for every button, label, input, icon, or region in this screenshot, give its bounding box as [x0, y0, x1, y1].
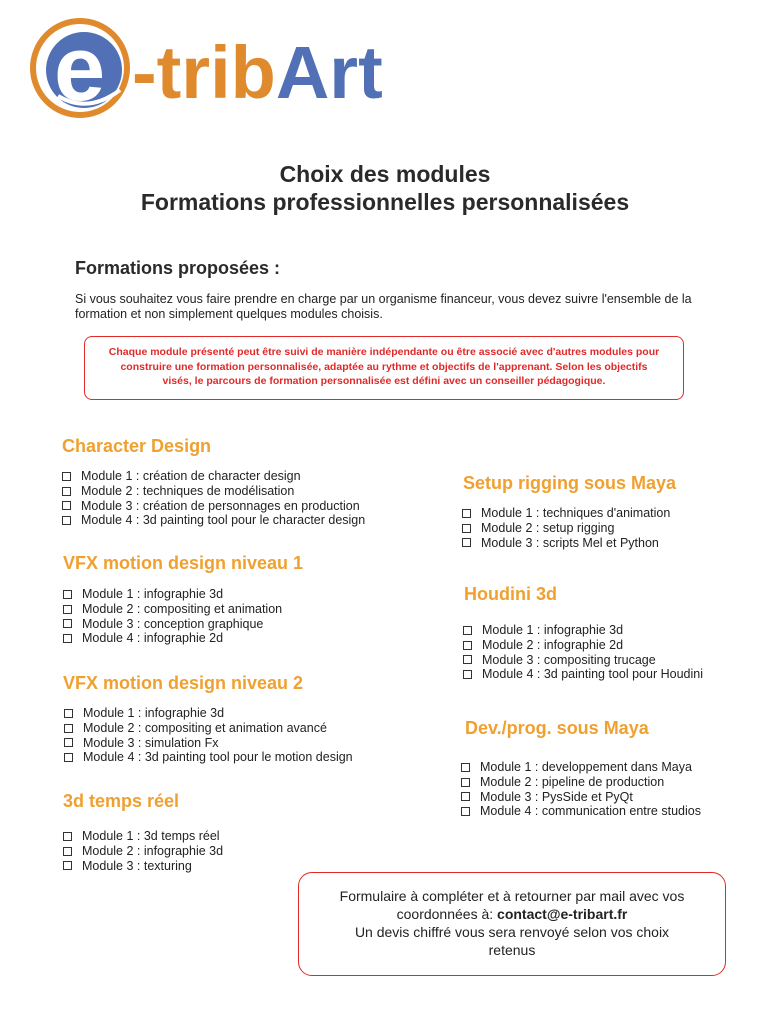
module-item[interactable]: Module 3 : texturing — [63, 858, 223, 873]
note-line: construire une formation personnalisée, adaptée au rythme et objectifs de l'apprenant. Selon les objectifs — [120, 360, 648, 373]
contact-email-link[interactable]: contact@e-tribart.fr — [497, 906, 628, 922]
module-item[interactable]: Module 3 : compositing trucage — [463, 652, 703, 667]
checkbox[interactable] — [63, 847, 72, 856]
logo-e-letter: e — [54, 18, 106, 118]
module-item[interactable]: Module 1 : infographie 3d — [63, 587, 282, 602]
page-title-line1: Choix des modules — [279, 161, 491, 187]
checkbox[interactable] — [63, 605, 72, 614]
module-item[interactable]: Module 4 : 3d painting tool pour le motion design — [64, 750, 353, 765]
checkbox[interactable] — [63, 861, 72, 870]
module-item[interactable]: Module 1 : techniques d'animation — [462, 506, 670, 521]
checkbox[interactable] — [461, 763, 470, 772]
checkbox[interactable] — [63, 590, 72, 599]
module-item[interactable]: Module 3 : création de personnages en production — [62, 498, 365, 513]
checkbox[interactable] — [62, 516, 71, 525]
intro-paragraph: Si vous souhaitez vous faire prendre en charge par un organisme financeur, vous devez suivre l'ensemble de la formation et non simplement quelques modules choisis. — [75, 292, 692, 321]
checkbox[interactable] — [462, 509, 471, 518]
module-item[interactable]: Module 3 : conception graphique — [63, 616, 282, 631]
section-title-vfx1: VFX motion design niveau 1 — [63, 553, 304, 573]
module-item[interactable]: Module 2 : compositing et animation — [63, 602, 282, 617]
checkbox[interactable] — [463, 670, 472, 679]
module-item[interactable]: Module 3 : scripts Mel et Python — [462, 535, 670, 550]
checkbox[interactable] — [62, 487, 71, 496]
checkbox[interactable] — [461, 807, 470, 816]
form-line: retenus — [488, 942, 536, 958]
checkbox[interactable] — [63, 619, 72, 628]
module-item[interactable]: Module 1 : infographie 3d — [64, 706, 353, 721]
module-item[interactable]: Module 3 : simulation Fx — [64, 735, 353, 750]
note-line: visés, le parcours de formation personnalisée est défini avec un conseiller pédagogique. — [162, 375, 606, 387]
checkbox[interactable] — [463, 626, 472, 635]
module-item[interactable]: Module 2 : setup rigging — [462, 521, 670, 536]
checkbox[interactable] — [64, 753, 73, 762]
page-title-line2: Formations professionnelles personnalisées — [140, 189, 630, 215]
module-list-vfx1 — [63, 587, 282, 646]
checkbox[interactable] — [461, 778, 470, 787]
module-list-devprog — [461, 760, 701, 819]
note-line: Chaque module présenté peut être suivi de manière indépendante ou être associé avec d'autres modules pour — [108, 346, 660, 358]
module-list-houdini — [463, 623, 703, 682]
module-item[interactable]: Module 2 : infographie 2d — [463, 638, 703, 653]
checkbox[interactable] — [463, 655, 472, 664]
checkbox[interactable] — [462, 538, 471, 547]
checkbox[interactable] — [463, 641, 472, 650]
module-list-vfx2 — [64, 706, 353, 765]
checkbox[interactable] — [461, 792, 470, 801]
module-item[interactable]: Module 3 : PysSide et PyQt — [461, 789, 701, 804]
checkbox[interactable] — [63, 832, 72, 841]
checkbox[interactable] — [64, 738, 73, 747]
module-item[interactable]: Module 4 : infographie 2d — [63, 631, 282, 646]
section-title-devprog: Dev./prog. sous Maya — [465, 718, 649, 738]
form-line: Un devis chiffré vous sera renvoyé selon vos choix — [354, 924, 670, 940]
module-item[interactable]: Module 2 : pipeline de production — [461, 775, 701, 790]
checkbox[interactable] — [64, 724, 73, 733]
section-title-houdini: Houdini 3d — [464, 584, 557, 604]
module-item[interactable]: Module 2 : compositing et animation avancé — [64, 721, 353, 736]
module-item[interactable]: Module 4 : 3d painting tool pour Houdini — [463, 667, 703, 682]
module-item[interactable]: Module 4 : 3d painting tool pour le character design — [62, 513, 365, 528]
module-item[interactable]: Module 1 : developpement dans Maya — [461, 760, 701, 775]
form-line: coordonnées à: contact@e-tribart.fr — [396, 906, 628, 922]
checkbox[interactable] — [63, 634, 72, 643]
section-title-realtime: 3d temps réel — [63, 791, 180, 811]
module-item[interactable]: Module 1 : 3d temps réel — [63, 829, 223, 844]
logo-text: -tribArt — [132, 31, 383, 114]
module-list-character-design — [62, 469, 365, 528]
section-title-character-design: Character Design — [62, 436, 212, 456]
etribart-logo — [28, 18, 418, 118]
section-heading-formations: Formations proposées : — [75, 258, 281, 278]
module-item[interactable]: Module 4 : communication entre studios — [461, 804, 701, 819]
section-title-vfx2: VFX motion design niveau 2 — [63, 673, 304, 693]
module-list-rigging — [462, 506, 670, 550]
module-item[interactable]: Module 1 : infographie 3d — [463, 623, 703, 638]
contact-form-box — [298, 872, 726, 976]
checkbox[interactable] — [62, 501, 71, 510]
form-line: Formulaire à compléter et à retourner par mail avec vos — [339, 888, 685, 904]
module-list-realtime — [63, 829, 223, 873]
module-item[interactable]: Module 1 : création de character design — [62, 469, 365, 484]
module-item[interactable]: Module 2 : infographie 3d — [63, 844, 223, 859]
checkbox[interactable] — [62, 472, 71, 481]
info-note-box — [84, 336, 684, 400]
checkbox[interactable] — [462, 524, 471, 533]
checkbox[interactable] — [64, 709, 73, 718]
module-item[interactable]: Module 2 : techniques de modélisation — [62, 484, 365, 499]
section-title-rigging: Setup rigging sous Maya — [463, 473, 677, 493]
